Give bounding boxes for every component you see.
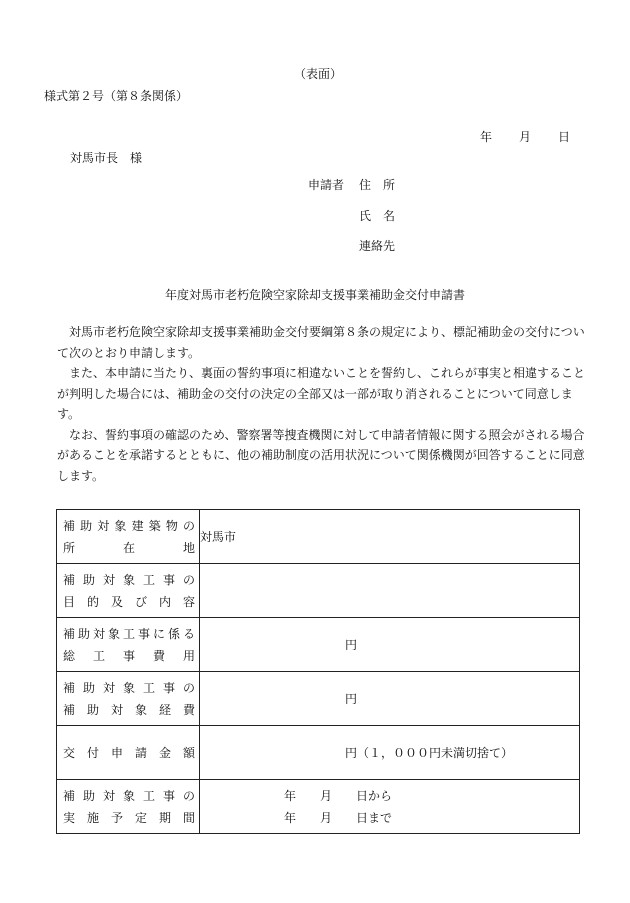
row-value[interactable] [200,564,580,618]
row-value[interactable]: 円 [200,672,580,726]
form-number: 様式第２号（第８条関係） [44,89,189,103]
table-row [57,672,580,726]
addressee: 対馬市長 様 [70,151,143,165]
document-title: 年度対馬市老朽危険空家除却支援事業補助金交付申請書 [165,288,466,302]
row-label: 補助対象工事に係る 総工事費用 [57,618,200,672]
row-label: 補助対象工事の 実施予定期間 [57,780,200,834]
body-paragraph-2: また、本申請に当たり、裏面の誓約事項に相違ないことを誓約し、これらが事実と相違することが判明した場合には、補助金の交付の決定の全部又は一部が取り消されることについて同意します。 [57,366,586,421]
date-day: 日 [558,130,571,144]
applicant-address-label: 住 所 [359,178,396,192]
table-row [57,780,580,834]
body-text [57,322,587,486]
table-row [57,726,580,780]
application-table [56,509,580,834]
table-row [57,564,580,618]
body-paragraph-3: なお、誓約事項の確認のため、警察署等捜査機関に対して申請者情報に関する照会がされる場合があることを承諾するとともに、他の補助制度の活用状況について関係機関が回答することに同意します。 [57,427,585,483]
row-label: 補助対象建築物の 所在地 [57,510,200,564]
row-value[interactable] [200,780,580,834]
date-year: 年 [480,130,493,144]
period-start[interactable]: 年 月 日から [284,788,393,803]
date-month: 月 [519,130,532,144]
table-row [57,618,580,672]
row-label: 補助対象工事の 補助対象経費 [57,672,200,726]
applicant-contact-label: 連絡先 [359,239,396,253]
row-value[interactable]: 円 [200,618,580,672]
applicant-name-label: 氏 名 [359,209,396,223]
side-label: （表面） [294,67,343,81]
row-value[interactable]: 円（１，０００円未満切捨て） [200,726,580,780]
row-value[interactable]: 対馬市 [200,510,580,564]
period-end[interactable]: 年 月 日まで [284,810,393,825]
applicant-role: 申請者 [308,178,345,192]
row-label: 交付申請金額 [57,726,200,780]
row-label: 補助対象工事の 目的及び内容 [57,564,200,618]
table-row [57,510,580,564]
body-paragraph-1: 対馬市老朽危険空家除却支援事業補助金交付要綱第８条の規定により、標記補助金の交付について次のとおり申請します。 [57,325,585,360]
